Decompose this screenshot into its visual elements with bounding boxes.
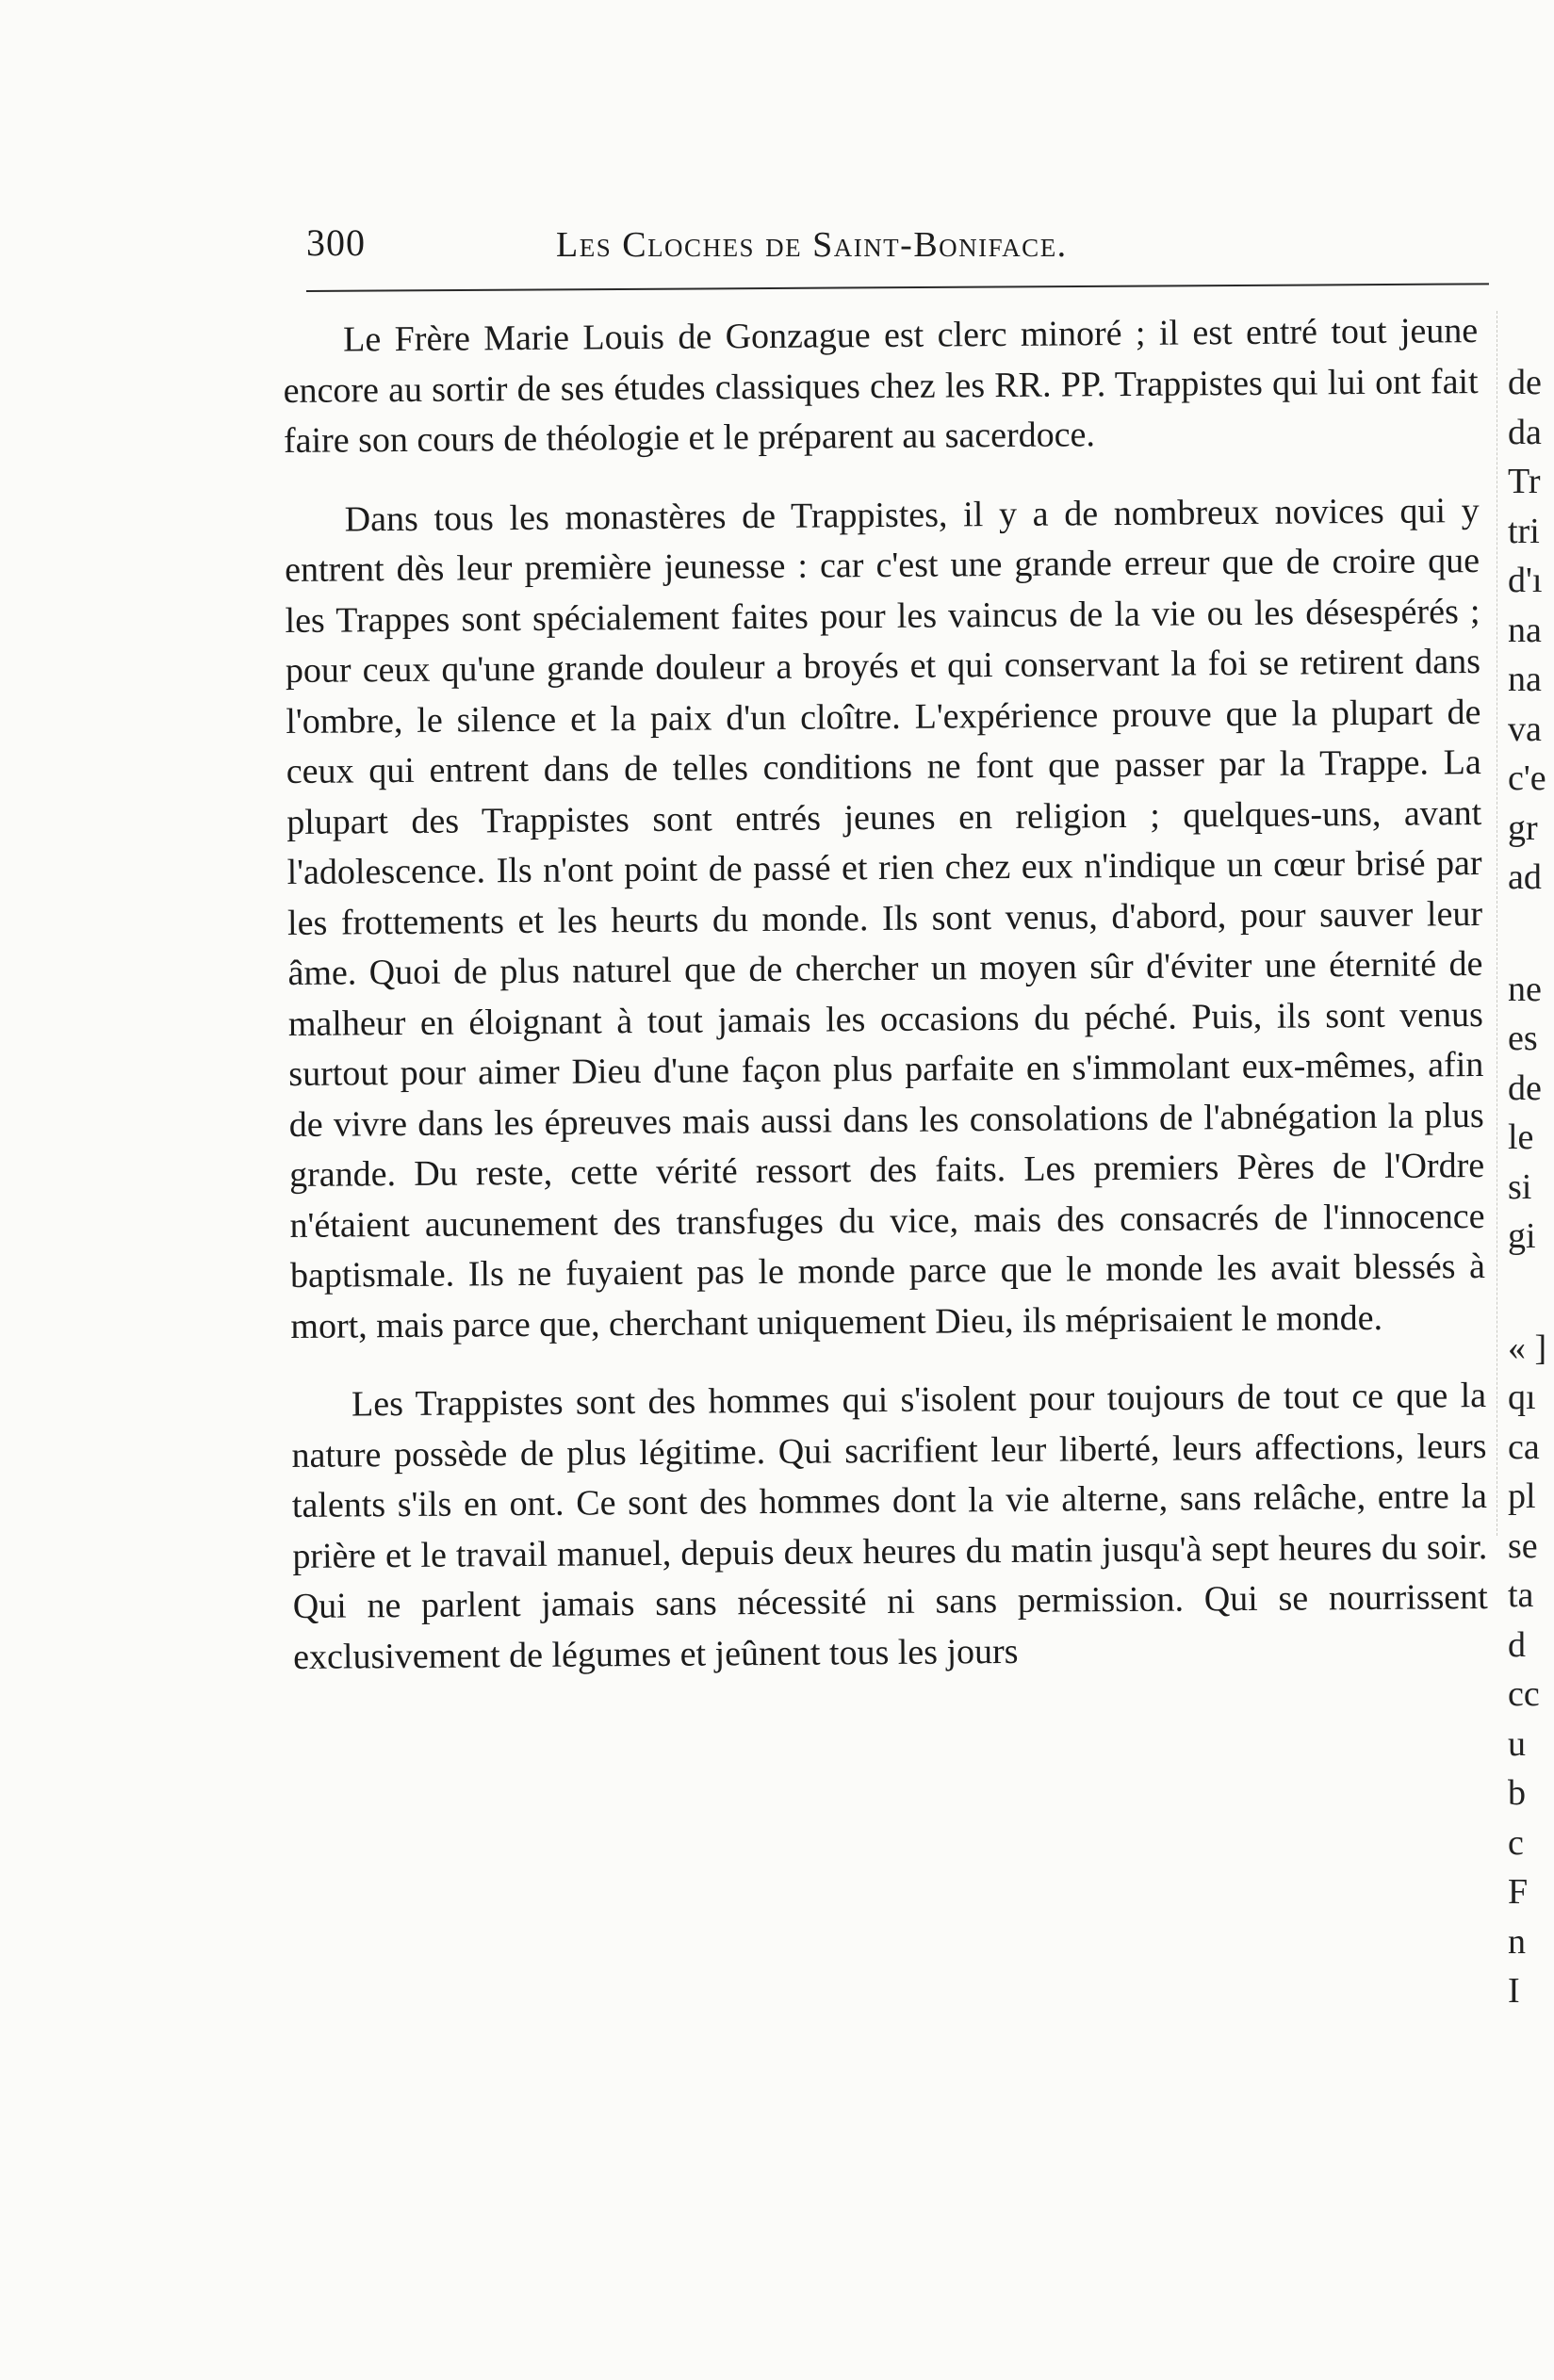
- fragment: d'ı: [1508, 561, 1543, 600]
- fragment: c: [1508, 1822, 1524, 1863]
- paragraph: Les Trappistes sont des hommes qui s'isolent pour toujours de tout ce que la nature possède de plus légitime. Qui sacrifient leur liberté, leurs affections, leurs talents s'ils en ont. Ce sont des hommes dont la vie alterne, sans relâche, entre la prière et le travail manuel, depuis deux heures du matin jusqu'à sept heures du soir. Qui ne parlent jamais sans nécessité ni sans permission. Qui se nourrissent exclusivement de légumes et jeûnent tous les jours: [291, 1376, 1488, 1677]
- fragment: na: [1508, 610, 1542, 650]
- fragment: n: [1508, 1921, 1526, 1962]
- fragment-gap: [1508, 1262, 1554, 1324]
- running-title: Les Cloches de Saint-Boniface.: [556, 225, 1068, 265]
- fragment: le: [1508, 1117, 1534, 1157]
- fragment: se: [1508, 1525, 1538, 1566]
- fragment: ne: [1508, 969, 1542, 1009]
- fragment: Tr: [1508, 462, 1541, 501]
- fragment: cc: [1508, 1674, 1540, 1714]
- page-number: 300: [306, 221, 366, 264]
- facing-page-fragments: [1508, 358, 1554, 2016]
- fragment: si: [1508, 1166, 1532, 1207]
- fragment: da: [1508, 412, 1542, 452]
- fragment: tri: [1508, 511, 1540, 551]
- fragment: ca: [1508, 1426, 1540, 1467]
- fragment: u: [1508, 1723, 1526, 1764]
- fragment: b: [1508, 1773, 1526, 1813]
- fragment: va: [1508, 709, 1542, 749]
- fragment: d: [1508, 1624, 1526, 1665]
- header-rule: [306, 283, 1489, 292]
- fragment: na: [1508, 660, 1542, 699]
- body-text: [283, 306, 1489, 1711]
- fragment: qı: [1508, 1377, 1536, 1417]
- fragment: ta: [1508, 1575, 1534, 1615]
- fragment: gr: [1508, 807, 1538, 848]
- fragment: de: [1508, 1068, 1542, 1108]
- fragment: pl: [1508, 1476, 1536, 1516]
- fragment: es: [1508, 1019, 1538, 1058]
- paragraph: Dans tous les monastères de Trappistes, il y a de nombreux novices qui y entrent dès leur première jeunesse : car c'est une grande erreur que de croire que les Trappes sont spécialement faites pour les vaincus de la vie ou les désespérés ; pour ceux qu'une grande douleur a broyés et qui conservant la foi se retirent dans l'ombre, le silence et la paix d'un cloître. L'expérience prouve que la plupart de ceux qui entrent dans de telles conditions ne font que passer par la Trappe. La plupart des Trappistes sont entrés jeunes en religion ; quelques-uns, avant l'adolescence. Ils n'ont point de passé et rien chez eux n'indique un cœur brisé par les frottements et les heurts du monde. Ils sont venus, d'abord, pour sauver leur âme. Quoi de plus naturel que de chercher un moyen sûr d'éviter une éternité de malheur en éloignant à tout jamais les occasions du péché. Puis, ils sont venus surtout pour aimer Dieu d'une façon plus parfaite en s'immolant eux-mêmes, afin de vivre dans les épreuves mais aussi dans les consolations de l'abnégation la plus grande. Du reste, cette vérité ressort des faits. Les premiers Pères de l'Ordre n'étaient aucunement des transfuges du vice, mais des consacrés de l'innocence baptismale. Ils ne fuyaient pas le monde parce que le monde les avait blessés à mort, mais parce que, cherchant uniquement Dieu, ils méprisaient le monde.: [284, 490, 1486, 1346]
- page-header: [306, 215, 1249, 271]
- paragraph: Le Frère Marie Louis de Gonzague est clerc minoré ; il est entré tout jeune encore au sortir de ses études classiques chez les RR. PP. Trappistes qui lui ont fait faire son cours de théologie et le préparent au sacerdoce.: [283, 311, 1479, 461]
- fragment: c'e: [1508, 758, 1546, 798]
- fragment: « ]: [1508, 1328, 1547, 1368]
- fragment: F: [1508, 1872, 1529, 1912]
- fragment: gi: [1508, 1216, 1536, 1256]
- fragment: ad: [1508, 857, 1542, 897]
- fragment-gap: [1508, 903, 1554, 965]
- fragment: I: [1508, 1971, 1520, 2011]
- fragment: de: [1508, 363, 1542, 402]
